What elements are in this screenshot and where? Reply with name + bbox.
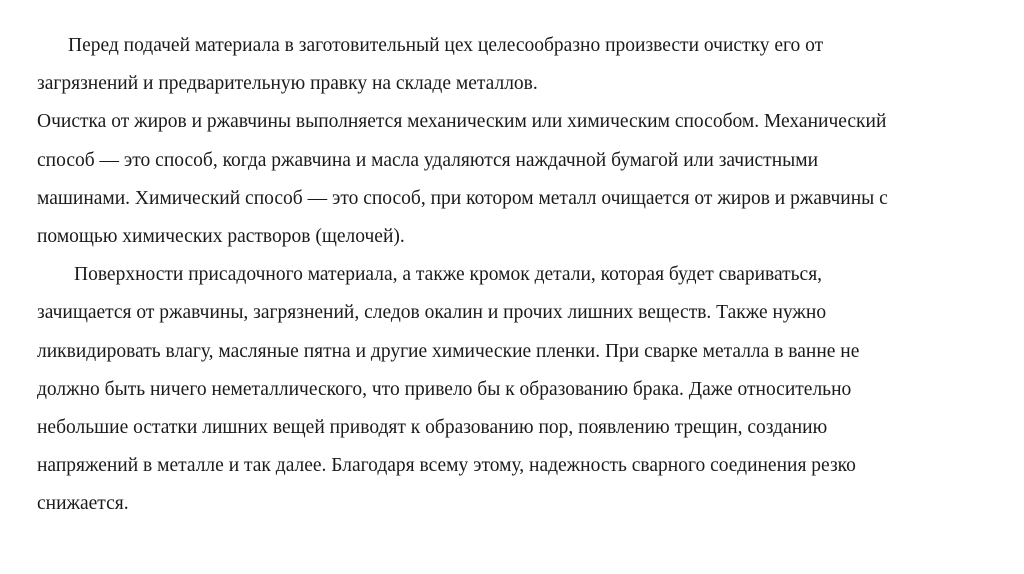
paragraph-surface-preparation <box>37 256 985 523</box>
text-line: способ — это способ, когда ржавчина и масла удаляются наждачной бумагой или зачистными <box>37 149 819 171</box>
text-line: Поверхности присадочного материала, а также кромок детали, которая будет свариваться, <box>74 264 823 286</box>
text-line: машинами. Химический способ — это способ, при котором металл очищается от жиров и ржавчины с <box>37 187 888 209</box>
text-line: должно быть ничего неметаллического, что привело бы к образованию брака. Даже относительно <box>37 378 852 400</box>
document-body <box>37 27 985 523</box>
text-line: загрязнений и предварительную правку на складе металлов. <box>37 73 538 95</box>
text-line: Перед подачей материала в заготовительный цех целесообразно произвести очистку его от <box>68 35 824 56</box>
text-line: зачищается от ржавчины, загрязнений, следов окалин и прочих лишних веществ. Также нужно <box>37 302 827 324</box>
text-line: Очистка от жиров и ржавчины выполняется механическим или химическим способом. Механический <box>37 111 887 133</box>
text-line: снижается. <box>37 493 129 515</box>
text-line: напряжений в металле и так далее. Благодаря всему этому, надежность сварного соединения резко <box>37 455 856 477</box>
paragraph-cleaning-methods <box>37 103 985 256</box>
paragraph-cleaning-before-shop <box>37 27 985 103</box>
text-line: помощью химических растворов (щелочей). <box>37 225 405 247</box>
text-line: небольшие остатки лишних вещей приводят к образованию пор, появлению трещин, созданию <box>37 416 828 438</box>
text-line: ликвидировать влагу, масляные пятна и другие химические пленки. При сварке металла в ванне не <box>37 340 860 362</box>
